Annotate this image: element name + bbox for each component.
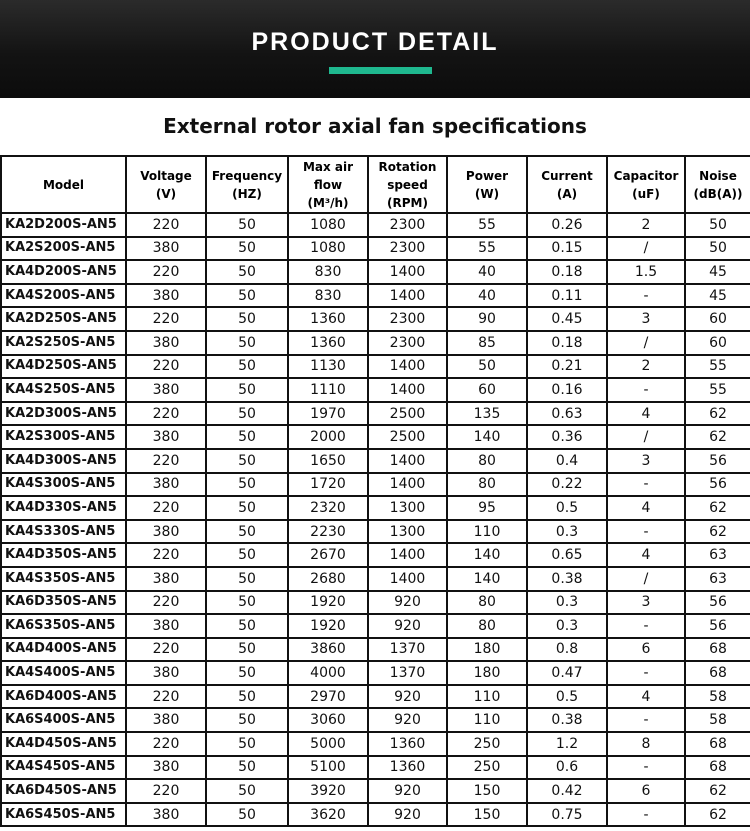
table-cell: 250 [447,732,527,756]
table-cell: 1370 [368,661,447,685]
table-cell: 380 [126,614,206,638]
table-cell: 80 [447,449,527,473]
table-cell: 50 [206,260,288,284]
column-header-line: Model [42,177,85,192]
table-cell: 4 [607,543,685,567]
table-cell: 1.5 [607,260,685,284]
table-cell: 1400 [368,567,447,591]
table-cell: 1970 [288,402,368,426]
table-cell: 0.38 [527,567,607,591]
table-cell: 0.11 [527,284,607,308]
table-cell: - [607,756,685,780]
table-row [1,732,750,756]
table-cell: - [607,520,685,544]
column-header [126,156,206,213]
table-cell: 56 [685,614,750,638]
table-cell: 2230 [288,520,368,544]
table-cell: 2300 [368,237,447,261]
table-cell: 5100 [288,756,368,780]
table-cell: 110 [447,520,527,544]
table-cell: 2 [607,355,685,379]
table-cell: 50 [206,779,288,803]
table-cell: 50 [206,284,288,308]
table-cell: 1400 [368,378,447,402]
column-header [607,156,685,213]
table-cell: 50 [206,803,288,827]
table-cell: 1300 [368,496,447,520]
table-cell: 4 [607,402,685,426]
model-cell: KA4D350S-AN5 [1,543,126,567]
table-cell: 50 [447,355,527,379]
table-cell: 50 [206,496,288,520]
table-cell: 62 [685,425,750,449]
table-cell: 2500 [368,402,447,426]
model-cell: KA4S300S-AN5 [1,473,126,497]
table-cell: 50 [206,355,288,379]
table-cell: 830 [288,260,368,284]
table-body [1,213,750,826]
table-cell: 4000 [288,661,368,685]
table-cell: 3860 [288,638,368,662]
table-cell: 1370 [368,638,447,662]
table-cell: 140 [447,425,527,449]
table-row [1,567,750,591]
column-header-line: (uF) [632,186,660,201]
table-row [1,661,750,685]
table-row [1,213,750,237]
table-cell: 0.26 [527,213,607,237]
table-cell: 85 [447,331,527,355]
table-row [1,331,750,355]
table-cell: 63 [685,543,750,567]
model-cell: KA4S450S-AN5 [1,756,126,780]
table-cell: 920 [368,803,447,827]
table-cell: 50 [206,661,288,685]
table-row [1,307,750,331]
table-row [1,496,750,520]
table-cell: 1400 [368,473,447,497]
table-cell: / [607,237,685,261]
table-cell: 55 [447,237,527,261]
column-header-line: (HZ) [232,186,262,201]
table-cell: 830 [288,284,368,308]
table-cell: 50 [206,473,288,497]
table-row [1,685,750,709]
table-cell: 55 [685,355,750,379]
table-cell: - [607,708,685,732]
table-cell: 380 [126,708,206,732]
table-cell: 2500 [368,425,447,449]
table-cell: 0.6 [527,756,607,780]
table-cell: 220 [126,496,206,520]
table-cell: 920 [368,614,447,638]
model-cell: KA6D350S-AN5 [1,591,126,615]
table-cell: 1400 [368,284,447,308]
model-cell: KA2S250S-AN5 [1,331,126,355]
table-cell: 380 [126,520,206,544]
table-cell: 2300 [368,213,447,237]
table-cell: 40 [447,284,527,308]
table-cell: 68 [685,756,750,780]
banner-title: PRODUCT DETAIL [251,28,499,56]
table-cell: 2670 [288,543,368,567]
table-cell: 5000 [288,732,368,756]
table-cell: 250 [447,756,527,780]
table-cell: 0.65 [527,543,607,567]
table-cell: 3060 [288,708,368,732]
table-cell: 45 [685,260,750,284]
table-cell: 50 [206,237,288,261]
table-cell: 0.18 [527,331,607,355]
column-header-line: speed [387,177,428,192]
table-cell: 220 [126,307,206,331]
model-cell: KA4D450S-AN5 [1,732,126,756]
table-cell: 220 [126,449,206,473]
column-header-line: Max air flow [302,159,354,192]
table-row [1,708,750,732]
table-cell: - [607,284,685,308]
table-row [1,591,750,615]
table-cell: 220 [126,685,206,709]
table-cell: 0.4 [527,449,607,473]
table-cell: 62 [685,520,750,544]
table-cell: 63 [685,567,750,591]
table-cell: 1080 [288,213,368,237]
table-cell: 0.5 [527,496,607,520]
table-cell: 920 [368,685,447,709]
table-cell: 380 [126,803,206,827]
table-cell: 4 [607,496,685,520]
table-cell: 50 [206,449,288,473]
table-cell: 3 [607,307,685,331]
column-header [685,156,750,213]
header-banner [0,0,750,98]
table-cell: 1110 [288,378,368,402]
page-title: External rotor axial fan specifications [163,114,587,138]
table-cell: - [607,661,685,685]
table-cell: 1400 [368,355,447,379]
table-cell: 1.2 [527,732,607,756]
table-cell: 0.3 [527,591,607,615]
spec-table [0,155,750,827]
column-header-line: (dB(A)) [693,186,743,201]
table-cell: 2300 [368,331,447,355]
table-cell: 60 [685,331,750,355]
table-cell: 920 [368,779,447,803]
table-cell: 8 [607,732,685,756]
table-row [1,378,750,402]
model-cell: KA4D200S-AN5 [1,260,126,284]
column-header [368,156,447,213]
table-cell: 1400 [368,543,447,567]
column-header-line: Power [465,168,509,183]
table-cell: 6 [607,638,685,662]
table-cell: 220 [126,591,206,615]
table-row [1,237,750,261]
table-cell: 110 [447,685,527,709]
table-cell: 3 [607,449,685,473]
table-cell: 1720 [288,473,368,497]
table-cell: 220 [126,543,206,567]
table-cell: 80 [447,614,527,638]
table-cell: / [607,425,685,449]
table-cell: 50 [206,307,288,331]
model-cell: KA6S350S-AN5 [1,614,126,638]
table-cell: 60 [685,307,750,331]
table-cell: 56 [685,591,750,615]
table-cell: 1400 [368,449,447,473]
column-header [1,156,126,213]
table-cell: 380 [126,237,206,261]
table-cell: 58 [685,708,750,732]
table-cell: 180 [447,661,527,685]
table-row [1,779,750,803]
table-cell: 220 [126,213,206,237]
table-cell: 1650 [288,449,368,473]
table-cell: 380 [126,284,206,308]
table-cell: 50 [206,685,288,709]
table-cell: 1400 [368,260,447,284]
column-header-line: Frequency [211,168,283,183]
table-row [1,803,750,827]
table-cell: 68 [685,661,750,685]
table-header-row [1,156,750,213]
table-cell: 1080 [288,237,368,261]
table-cell: 1360 [288,307,368,331]
model-cell: KA2D250S-AN5 [1,307,126,331]
table-cell: 50 [206,402,288,426]
table-cell: 0.18 [527,260,607,284]
table-cell: - [607,614,685,638]
table-cell: 50 [206,614,288,638]
table-cell: 50 [206,756,288,780]
table-cell: - [607,473,685,497]
table-cell: 50 [206,591,288,615]
table-cell: 135 [447,402,527,426]
table-cell: 220 [126,260,206,284]
table-row [1,449,750,473]
table-cell: 0.3 [527,520,607,544]
column-header-line: Capacitor [613,168,679,183]
table-row [1,473,750,497]
table-cell: 2970 [288,685,368,709]
column-header-line: (V) [155,186,177,201]
table-row [1,520,750,544]
table-cell: 3 [607,591,685,615]
table-cell: 55 [447,213,527,237]
table-cell: 0.16 [527,378,607,402]
column-header [447,156,527,213]
table-cell: 220 [126,638,206,662]
table-cell: 220 [126,779,206,803]
column-header [527,156,607,213]
table-cell: 50 [206,708,288,732]
table-cell: 1360 [368,732,447,756]
table-cell: 50 [206,520,288,544]
column-header-line: (W) [474,186,500,201]
table-cell: 0.63 [527,402,607,426]
table-cell: 0.8 [527,638,607,662]
table-cell: 62 [685,402,750,426]
table-cell: 0.38 [527,708,607,732]
table-cell: 1360 [368,756,447,780]
table-cell: 0.3 [527,614,607,638]
table-cell: 56 [685,449,750,473]
model-cell: KA6S450S-AN5 [1,803,126,827]
table-cell: 920 [368,591,447,615]
model-cell: KA2S200S-AN5 [1,237,126,261]
column-header [206,156,288,213]
model-cell: KA4S330S-AN5 [1,520,126,544]
model-cell: KA4D300S-AN5 [1,449,126,473]
model-cell: KA2D200S-AN5 [1,213,126,237]
table-cell: 40 [447,260,527,284]
table-cell: 4 [607,685,685,709]
table-row [1,543,750,567]
model-cell: KA4S400S-AN5 [1,661,126,685]
table-cell: 1360 [288,331,368,355]
table-cell: 2680 [288,567,368,591]
table-cell: 56 [685,473,750,497]
table-cell: 110 [447,708,527,732]
table-cell: 380 [126,567,206,591]
table-cell: 2000 [288,425,368,449]
table-cell: 920 [368,708,447,732]
table-row [1,614,750,638]
table-cell: 0.22 [527,473,607,497]
model-cell: KA4D400S-AN5 [1,638,126,662]
column-header-line: Noise [699,168,737,183]
table-cell: 50 [206,331,288,355]
table-row [1,425,750,449]
table-cell: 0.21 [527,355,607,379]
banner-accent-bar [329,67,432,74]
table-cell: 3620 [288,803,368,827]
model-cell: KA2D300S-AN5 [1,402,126,426]
table-cell: 3920 [288,779,368,803]
model-cell: KA4S200S-AN5 [1,284,126,308]
table-cell: 1920 [288,614,368,638]
table-cell: 220 [126,732,206,756]
table-cell: 95 [447,496,527,520]
table-row [1,756,750,780]
table-row [1,638,750,662]
table-cell: 1130 [288,355,368,379]
table-cell: / [607,331,685,355]
table-cell: 220 [126,402,206,426]
model-cell: KA4D250S-AN5 [1,355,126,379]
table-cell: 0.36 [527,425,607,449]
table-cell: 68 [685,638,750,662]
table-cell: 80 [447,473,527,497]
table-cell: 50 [685,237,750,261]
table-cell: 50 [206,213,288,237]
table-cell: 380 [126,331,206,355]
table-cell: 2300 [368,307,447,331]
table-cell: 380 [126,661,206,685]
model-cell: KA4S350S-AN5 [1,567,126,591]
table-cell: 50 [206,378,288,402]
table-cell: 62 [685,803,750,827]
table-cell: 60 [447,378,527,402]
table-cell: 0.75 [527,803,607,827]
table-row [1,402,750,426]
table-cell: 0.45 [527,307,607,331]
column-header-line: (A) [556,186,578,201]
table-cell: 1300 [368,520,447,544]
table-cell: 50 [206,732,288,756]
model-cell: KA4S250S-AN5 [1,378,126,402]
table-cell: 2320 [288,496,368,520]
table-cell: 45 [685,284,750,308]
table-row [1,284,750,308]
model-cell: KA6D450S-AN5 [1,779,126,803]
table-cell: - [607,803,685,827]
table-cell: 68 [685,732,750,756]
table-cell: 90 [447,307,527,331]
table-cell: 380 [126,425,206,449]
table-cell: 150 [447,779,527,803]
table-cell: 50 [206,543,288,567]
table-cell: 380 [126,473,206,497]
table-cell: 1920 [288,591,368,615]
table-cell: - [607,378,685,402]
table-row [1,260,750,284]
table-cell: 50 [206,425,288,449]
table-cell: 62 [685,779,750,803]
table-cell: 50 [206,638,288,662]
model-cell: KA6S400S-AN5 [1,708,126,732]
table-cell: 220 [126,355,206,379]
column-header-line: Voltage [140,168,192,183]
column-header-line: Rotation [378,159,437,174]
table-cell: 50 [206,567,288,591]
table-cell: 380 [126,756,206,780]
table-cell: 0.47 [527,661,607,685]
column-header [288,156,368,213]
table-cell: 80 [447,591,527,615]
model-cell: KA2S300S-AN5 [1,425,126,449]
table-cell: 0.42 [527,779,607,803]
table-cell: 58 [685,685,750,709]
table-cell: 2 [607,213,685,237]
table-cell: 55 [685,378,750,402]
table-cell: 140 [447,543,527,567]
model-cell: KA6D400S-AN5 [1,685,126,709]
table-cell: 380 [126,378,206,402]
table-cell: 6 [607,779,685,803]
table-row [1,355,750,379]
table-cell: 180 [447,638,527,662]
table-cell: 0.5 [527,685,607,709]
table-cell: 50 [685,213,750,237]
column-header-line: (M³/h) [307,195,349,210]
table-cell: 140 [447,567,527,591]
table-cell: 0.15 [527,237,607,261]
column-header-line: Current [541,168,593,183]
table-cell: 150 [447,803,527,827]
model-cell: KA4D330S-AN5 [1,496,126,520]
table-cell: / [607,567,685,591]
table-cell: 62 [685,496,750,520]
column-header-line: (RPM) [387,195,428,210]
